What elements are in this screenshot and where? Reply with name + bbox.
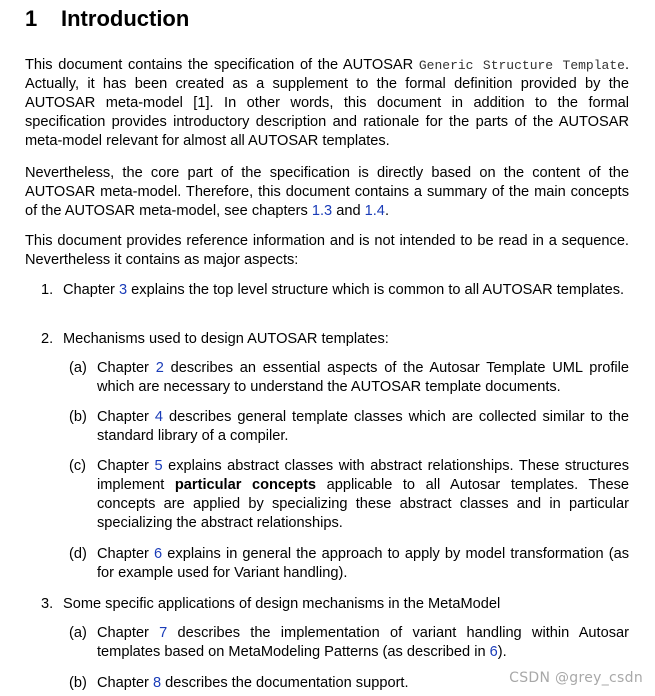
list-item-2 (41, 330, 629, 349)
chapter-link-7[interactable]: 7 (159, 625, 168, 641)
section-number: 1 (25, 6, 38, 31)
chapter-link-3[interactable]: 3 (118, 282, 128, 298)
list-text: Chapter (97, 360, 156, 376)
paragraph-reference: This document provides reference information and is not intended to be read in a sequence. Nevertheless it contains as major aspects: (25, 233, 629, 268)
list-text: Chapter (97, 675, 153, 691)
list-text: describes the implementation of variant handling within Autosar templates based on MetaModeling Patterns (as described in (97, 625, 629, 660)
list-marker: (b) (69, 675, 87, 691)
list-text: Chapter (97, 458, 155, 474)
list-marker: 3. (41, 596, 54, 612)
list-text: describes general template classes which are collected similar to the standard library of a compiler. (97, 409, 629, 444)
chapter-link-6[interactable]: 6 (154, 546, 163, 562)
chapter-link-1-3[interactable]: 1.3 (311, 203, 333, 219)
paragraph-intro (25, 56, 629, 151)
chapter-link-1-4[interactable]: 1.4 (364, 203, 385, 219)
list-text: describes the documentation support. (161, 675, 409, 691)
chapter-link-4[interactable]: 4 (154, 409, 164, 425)
list-text: applicable to all Autosar templates. These concepts are applied by specializing these abstract classes and in particular specializing the abstract relationships. (97, 477, 629, 531)
list-text: ). (497, 644, 507, 660)
list-subitem-2a (69, 359, 629, 397)
list-text: explains the top level structure which is common to all AUTOSAR templates. (127, 282, 625, 298)
list-marker: (b) (69, 409, 87, 425)
list-marker: (a) (69, 360, 87, 376)
list-text: explains abstract classes with abstract relationships. These structures implement (97, 458, 629, 493)
list-text: Mechanisms used to design AUTOSAR templates: (63, 331, 389, 347)
list-marker: (c) (69, 458, 87, 474)
list-text: explains in general the approach to apply by model transformation (as for example used for Variant handling). (97, 546, 629, 581)
list-marker: (a) (69, 625, 87, 641)
paragraph-text: Nevertheless, the core part of the specification is directly based on the content of the AUTOSAR meta-model. Therefore, this document contains a summary of the main concepts of the AUTOSAR meta-model, see chapters (25, 165, 629, 219)
code-term: Generic Structure Template (418, 58, 625, 73)
chapter-link-6-inline[interactable]: 6 (489, 644, 498, 660)
paragraph-text: . Actually, it has been created as a supplement to the formal definition provided by the AUTOSAR meta-model [1]. In other words, this document in addition to the formal specification provides introductory description and rationale for the parts of the AUTOSAR meta-model relevant for almost all AUTOSAR templates. (25, 57, 629, 149)
paragraph-text: . (384, 203, 389, 219)
list-item-3 (41, 595, 629, 614)
paragraph-core (25, 164, 629, 221)
list-subitem-2c (69, 457, 629, 533)
section-title: Introduction (61, 6, 190, 31)
list-text: Chapter (97, 409, 155, 425)
list-text: Chapter (97, 546, 155, 562)
list-marker: 2. (41, 331, 54, 347)
list-text: Chapter (97, 625, 160, 641)
csdn-watermark: CSDN @grey_csdn (509, 670, 643, 686)
list-marker: (d) (69, 546, 87, 562)
list-subitem-3a (69, 624, 629, 662)
list-text: describes an essential aspects of the Autosar Template UML profile which are necessary to understand the AUTOSAR template documents. (97, 360, 629, 395)
bold-term: particular concepts (174, 477, 317, 493)
list-text: Some specific applications of design mechanisms in the MetaModel (63, 596, 501, 612)
list-subitem-2b (69, 408, 629, 446)
list-text: Chapter (63, 282, 119, 298)
list-marker: 1. (41, 282, 54, 298)
paragraph-text: This document contains the specification of the AUTOSAR (25, 57, 419, 73)
paragraph-text: and (332, 203, 365, 219)
chapter-link-8[interactable]: 8 (152, 675, 162, 691)
chapter-link-5[interactable]: 5 (154, 458, 163, 474)
list-subitem-2d (69, 545, 629, 583)
list-item-1 (41, 281, 629, 300)
chapter-link-2[interactable]: 2 (155, 360, 164, 376)
section-heading (25, 4, 189, 34)
